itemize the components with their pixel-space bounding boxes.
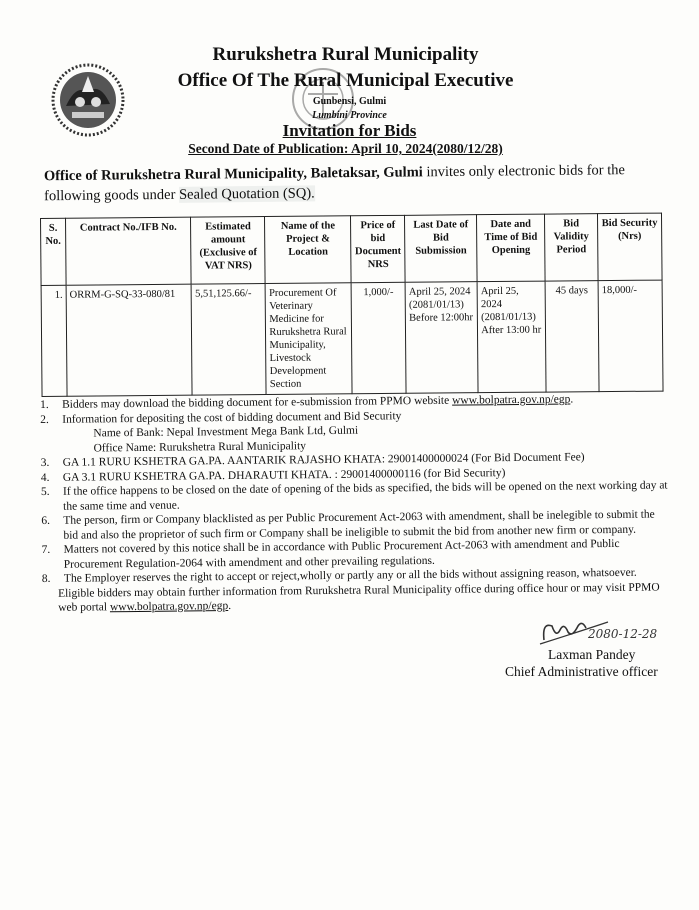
cell-opening: April 25, 2024 (2081/01/13) After 13:00 hr	[477, 281, 546, 393]
item-number: 3.	[40, 456, 50, 469]
office-location: Gunbensi, Gulmi	[312, 96, 387, 107]
table-row	[41, 280, 663, 396]
note-text: Eligible bidders may obtain further information from Rurukshetra Rural Municipality office during office hour or may visit PPMO web portal	[57, 581, 660, 614]
item-number: 8.	[41, 572, 51, 585]
col-header-contract: Contract No./IFB No.	[65, 217, 191, 285]
col-header-sno: S. No.	[41, 218, 67, 285]
province-name: Lumbini Province	[312, 110, 387, 121]
intro-text: invites only electronic bids for the following goods under	[44, 162, 626, 205]
item-number: 4.	[40, 471, 50, 484]
cell-project: Procurement Of Veterinary Medicine for Rurukshetra Rural Municipality, Livestock Development Section	[265, 283, 352, 395]
signer-title: Chief Administrative officer	[505, 664, 658, 679]
municipality-name: Rurukshetra Rural Municipality	[212, 44, 479, 65]
table-header-row	[41, 213, 663, 285]
note-text: Bidders may download the bidding document for e-submission from PPMO website	[62, 394, 453, 411]
ppmo-portal-link[interactable]: www.bolpatra.gov.np/egp	[109, 600, 229, 614]
col-header-validity: Bid Validity Period	[545, 214, 599, 281]
note-text: Information for depositing the cost of bidding document and Bid Security	[62, 409, 402, 426]
col-header-opening: Date and Time of Bid Opening	[477, 214, 546, 282]
note-end: .	[570, 393, 574, 406]
item-number: 7.	[41, 543, 51, 556]
col-header-last-date: Last Date of Bid Submission	[405, 215, 478, 283]
col-header-project: Name of the Project & Location	[265, 216, 351, 284]
office-name: Office Of The Rural Municipal Executive	[177, 70, 514, 91]
cell-security: 18,000/-	[598, 280, 663, 392]
col-header-security: Bid Security (Nrs)	[598, 213, 663, 281]
intro-paragraph	[44, 160, 664, 206]
cell-price: 1,000/-	[351, 282, 406, 393]
signature-mark	[538, 612, 668, 652]
bids-table	[40, 213, 664, 397]
note-text: The person, firm or Company blacklisted as per Public Procurement Act-2063 with amendment, shall be inelegible to submit the bid and also the proprietor of such firm or Company shall be ineligible to submit the bid from another new firm or company.	[63, 508, 655, 542]
note-text: If the office happens to be closed on the date of opening of the bids as specified, the bids will be opened on the next working day at the same time and venue.	[62, 479, 668, 513]
item-number: 2.	[40, 413, 49, 426]
list-item	[42, 580, 672, 616]
note-text: Matters not covered by this notice shall be in accordance with Public Procurement Act-2063 with amendment and Public Procurement Regulation-2064 with amendment and other prevailing regulations.	[63, 537, 620, 571]
ppmo-link[interactable]: www.bolpatra.gov.np/egp	[452, 393, 571, 407]
note-text: GA 3.1 RURU KSHETRA GA.PA. DHARAUTI KHATA. : 29001400000116 (for Bid Security)	[62, 466, 506, 484]
cell-amount: 5,51,125.66/-	[192, 284, 267, 396]
bank-name: Name of Bank: Nepal Investment Mega Bank Ltd, Gulmi	[93, 424, 359, 440]
note-text: GA 1.1 RURU KSHETRA GA.PA. AANTARIK RAJASHO KHATA: 29001400000024 (For Bid Document Fee)	[62, 451, 585, 469]
notice-title: Invitation for Bids	[282, 121, 417, 140]
intro-office-name: Office of Rurukshetra Rural Municipality, Baletaksar, Gulmi	[43, 164, 423, 185]
cell-validity: 45 days	[545, 281, 599, 392]
note-text: The Employer reserves the right to accept or reject,wholly or partly any or all the bids without assigning reason, whatsoever.	[63, 566, 637, 585]
note-end: .	[228, 600, 232, 613]
item-number: 1.	[40, 398, 49, 411]
signer-name: Laxman Pandey	[548, 647, 636, 662]
item-number: 6.	[41, 514, 50, 527]
office-account-name: Office Name: Rurukshetra Rural Municipality	[93, 439, 307, 454]
intro-procurement-method: Sealed Quotation (SQ).	[178, 185, 315, 203]
notes-list	[40, 391, 672, 615]
col-header-price: Price of bid Document NRS	[351, 215, 406, 282]
cell-contract: ORRM-G-SQ-33-080/81	[66, 284, 192, 396]
col-header-amount: Estimated amount (Exclusive of VAT NRS)	[191, 217, 266, 285]
item-number: 5.	[40, 485, 50, 498]
cell-sno: 1.	[41, 285, 67, 396]
cell-last-date: April 25, 2024 (2081/01/13) Before 12:00hr	[405, 282, 478, 394]
signature-date: 2080-12-28	[588, 627, 658, 641]
publication-date: Second Date of Publication: April 10, 2024(2080/12/28)	[188, 141, 503, 156]
